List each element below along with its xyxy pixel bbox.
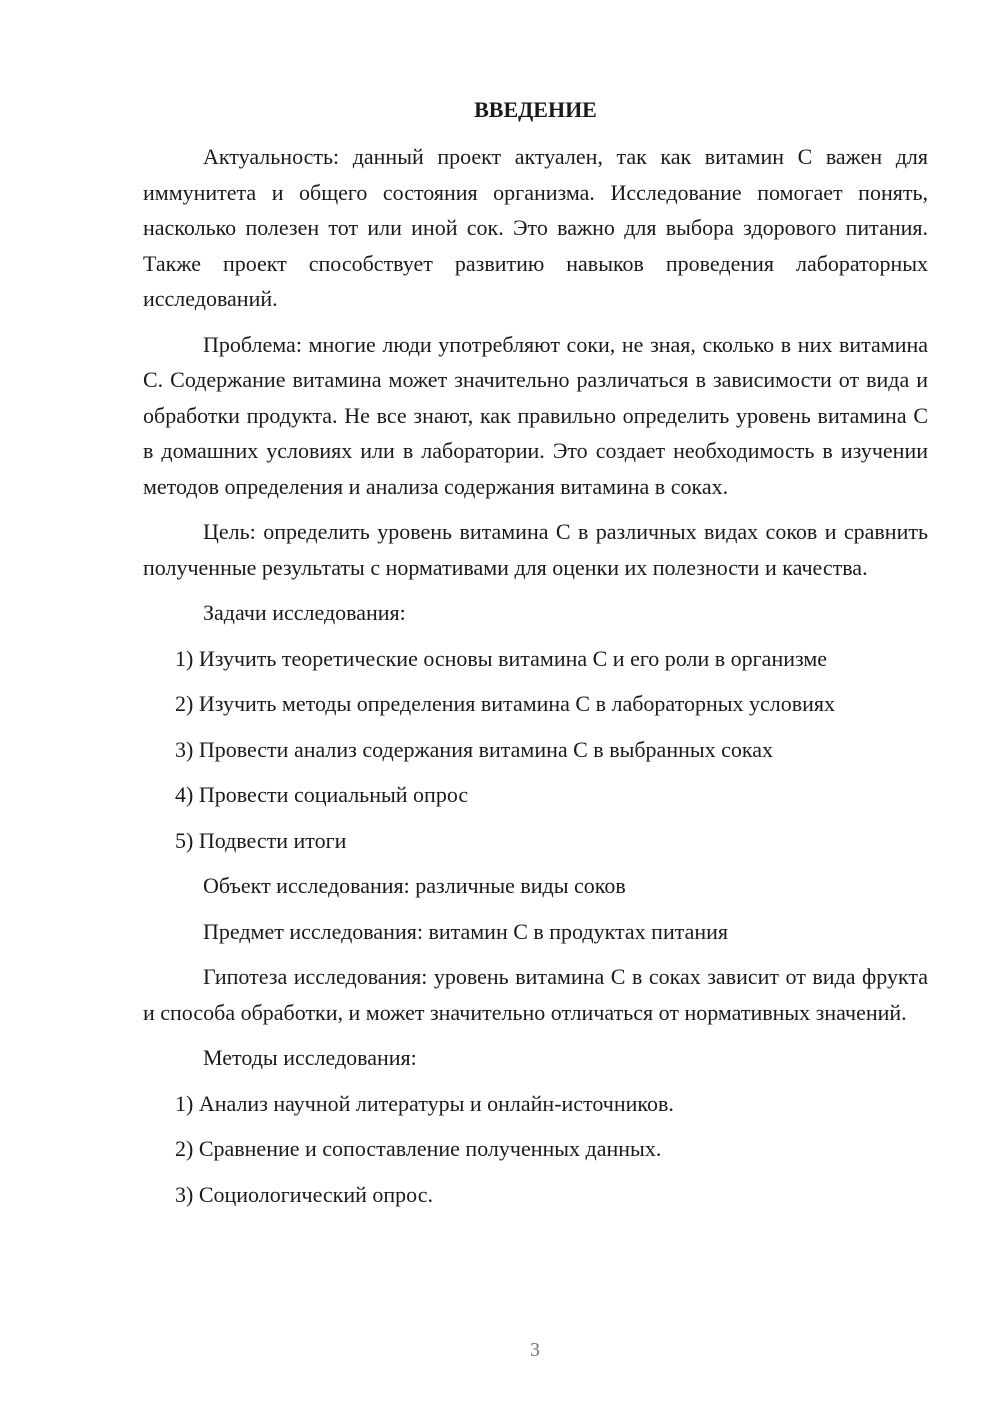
method-item: 1) Анализ научной литературы и онлайн-источников. [175,1090,674,1116]
task-item: 5) Подвести итоги [175,827,347,853]
task-item: 1) Изучить теоретические основы витамина С и его роли в организме [175,645,828,671]
page-title: ВВЕДЕНИЕ [474,97,597,122]
tasks-heading: Задачи исследования: [203,600,406,625]
goal-paragraph: Цель: определить уровень витамина С в различных видах соков и сравнить полученные результаты с нормативами для оценки их полезности и качества. [143,519,928,580]
object-paragraph: Объект исследования: различные виды соков [203,873,626,898]
subject-paragraph: Предмет исследования: витамин С в продуктах питания [203,918,729,944]
task-item: 4) Провести социальный опрос [175,782,469,807]
page-number: 3 [530,1339,540,1361]
task-item: 3) Провести анализ содержания витамина С в выбранных соках [175,736,774,762]
page-content [143,95,928,1222]
methods-heading: Методы исследования: [203,1045,417,1070]
hypothesis-paragraph: Гипотеза исследования: уровень витамина С в соках зависит от вида фрукта и способа обработки, и может значительно отличаться от нормативных значений. [143,964,928,1025]
problem-paragraph: Проблема: многие люди употребляют соки, не зная, сколько в них витамина С. Содержание витамина может значительно различаться в зависимости от вида и обработки продукта. Не все знают, как правильно определить уровень витамина С в домашних условиях или в лаборатории. Это создает необходимость в изучении методов определения и анализа содержания витамина в соках. [143,331,928,499]
relevance-paragraph: Актуальность: данный проект актуален, так как витамин С важен для иммунитета и общего состояния организма. Исследование помогает понять, насколько полезен тот или иной сок. Это важно для выбора здорового питания. Также проект способствует развитию навыков проведения лабораторных исследований. [143,144,928,311]
method-item: 2) Сравнение и сопоставление полученных данных. [175,1136,662,1161]
method-item: 3) Социологический опрос. [175,1181,433,1207]
task-item: 2) Изучить методы определения витамина С в лабораторных условиях [175,691,836,716]
